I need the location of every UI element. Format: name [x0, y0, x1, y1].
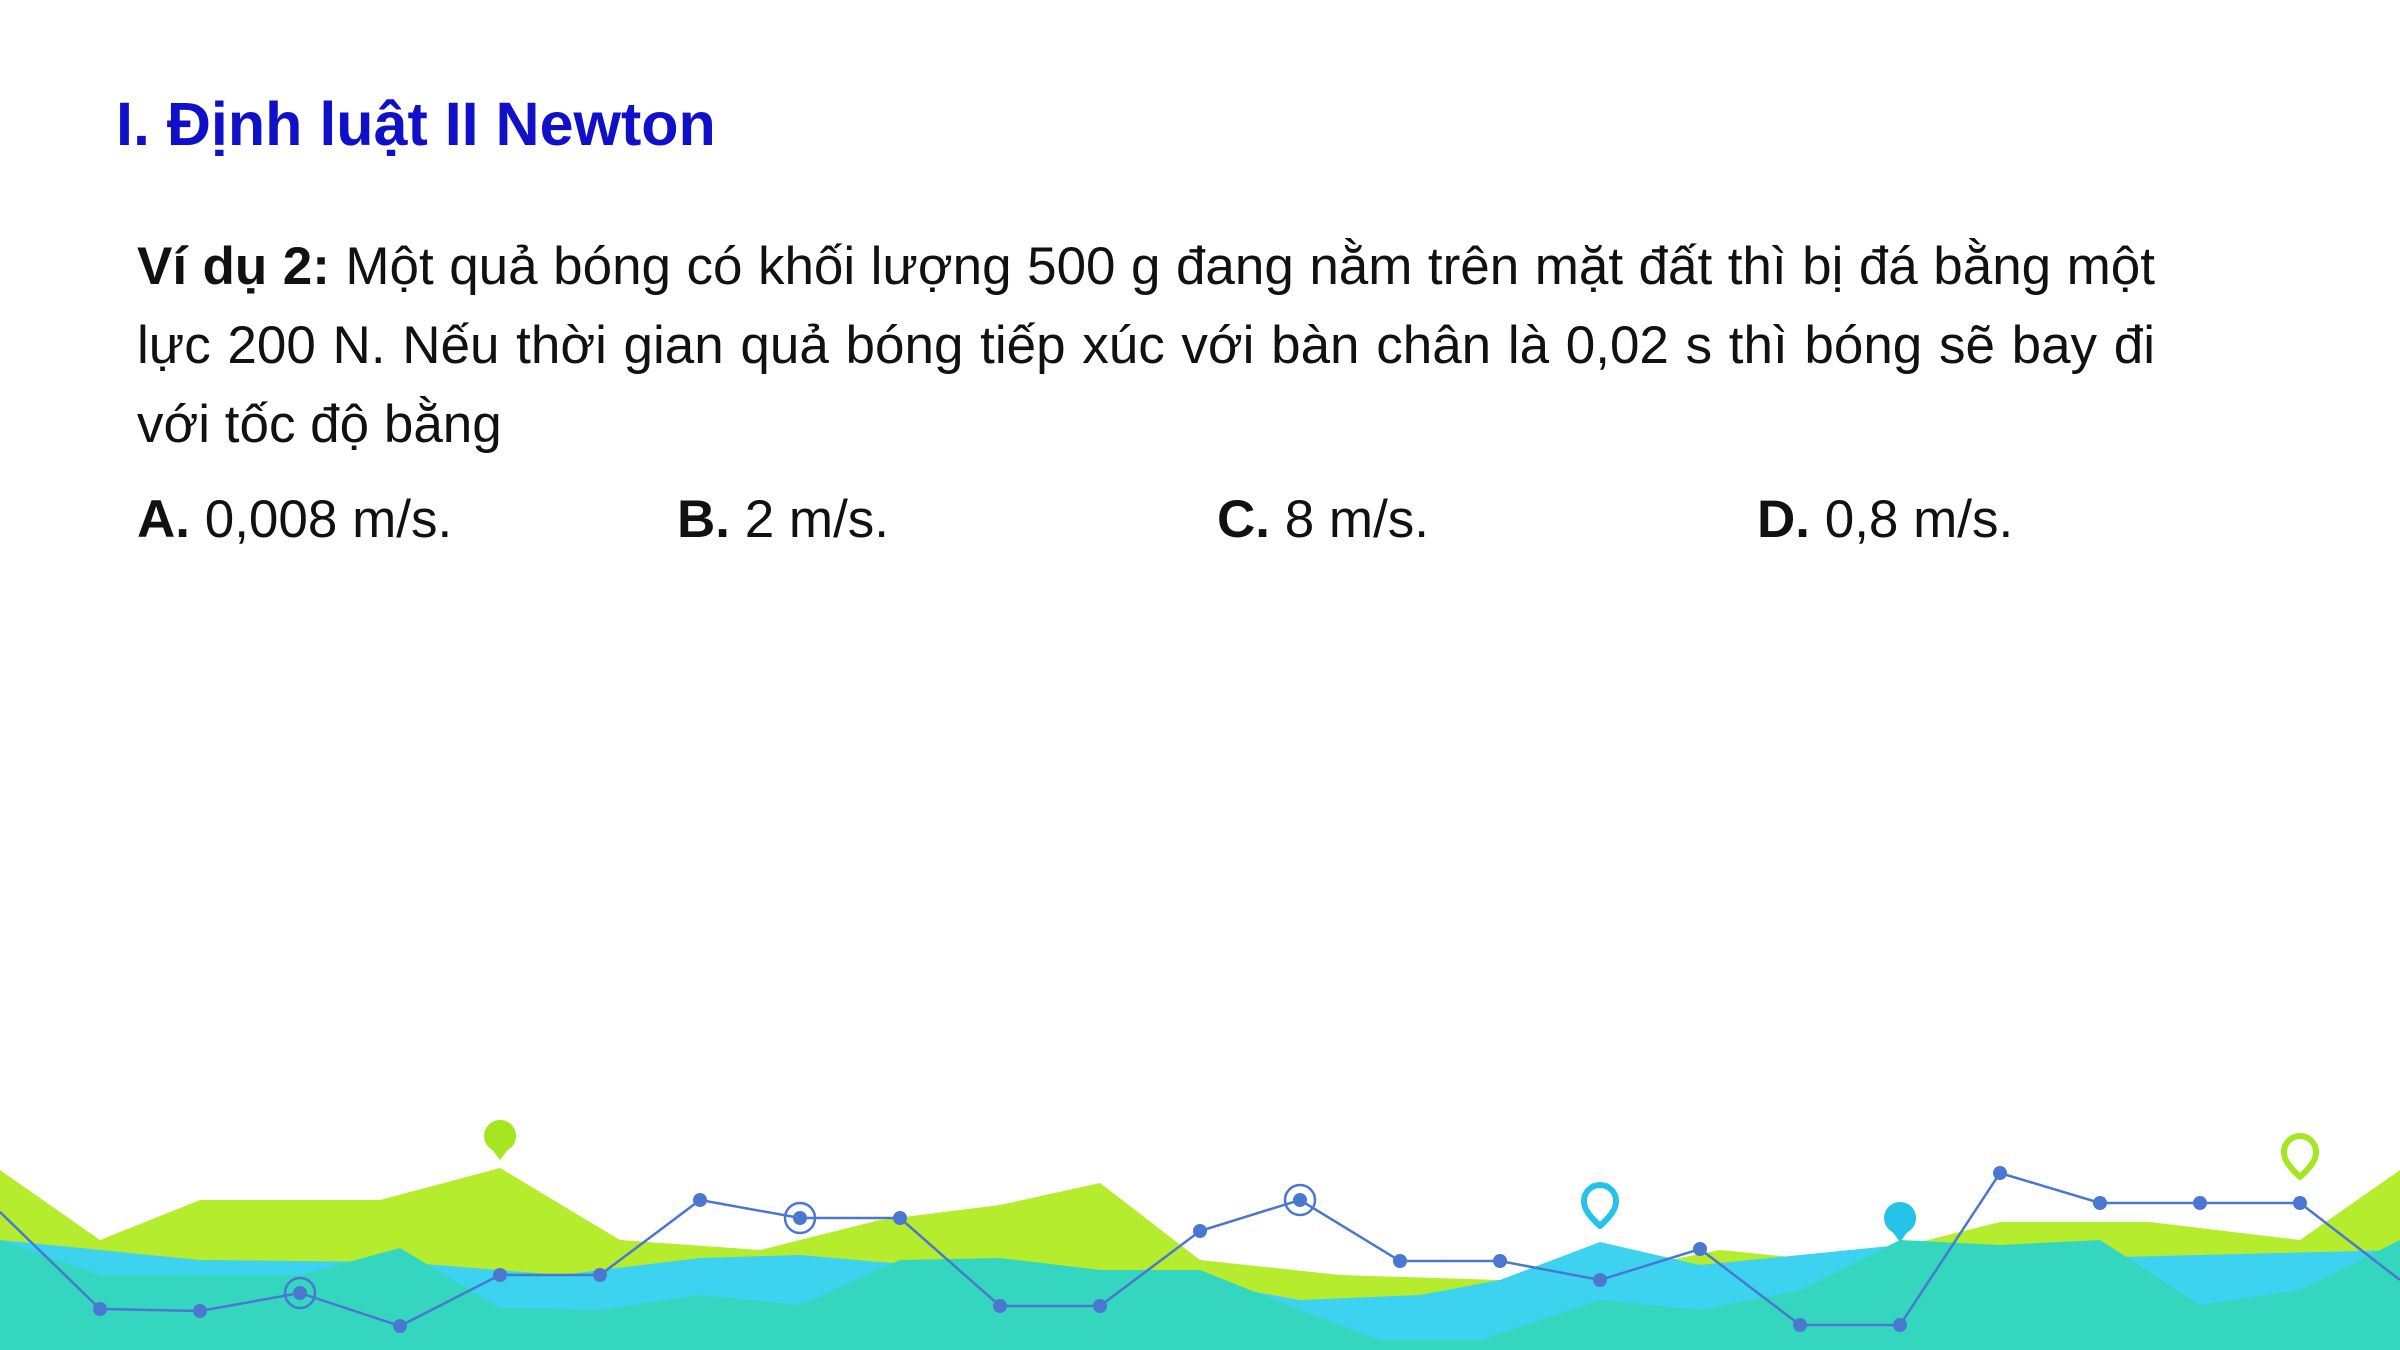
answer-letter: C. — [1217, 490, 1270, 549]
question-text — [137, 227, 2155, 464]
answer-letter: D. — [1757, 490, 1810, 549]
question-body: Một quả bóng có khối lượng 500 g đang nằm trên mặt đất thì bị đá bằng một lực 200 N. Nếu thời gian quả bóng tiếp xúc với bàn chân là 0,02 s thì bóng sẽ bay đi với tốc độ bằng — [137, 237, 2155, 454]
map-pin-icon — [1884, 1202, 1916, 1242]
answer-option-d — [1757, 480, 2013, 559]
answer-text: 0,8 m/s. — [1810, 490, 2014, 549]
answer-option-b — [677, 480, 889, 559]
answer-text: 8 m/s. — [1270, 490, 1430, 549]
answer-option-a — [137, 480, 452, 559]
question-label: Ví dụ 2: — [137, 237, 330, 296]
answer-option-c — [1217, 480, 1429, 559]
answer-letter: B. — [677, 490, 730, 549]
slide-title: I. Định luật II Newton — [116, 90, 716, 158]
answer-text: 2 m/s. — [730, 490, 890, 549]
answer-options — [137, 480, 2297, 560]
map-pin-outline-icon — [1584, 1136, 2316, 1226]
footer-decoration — [0, 1100, 2400, 1350]
map-pin-icon — [484, 1120, 516, 1160]
answer-letter: A. — [137, 490, 190, 549]
answer-text: 0,008 m/s. — [190, 490, 453, 549]
